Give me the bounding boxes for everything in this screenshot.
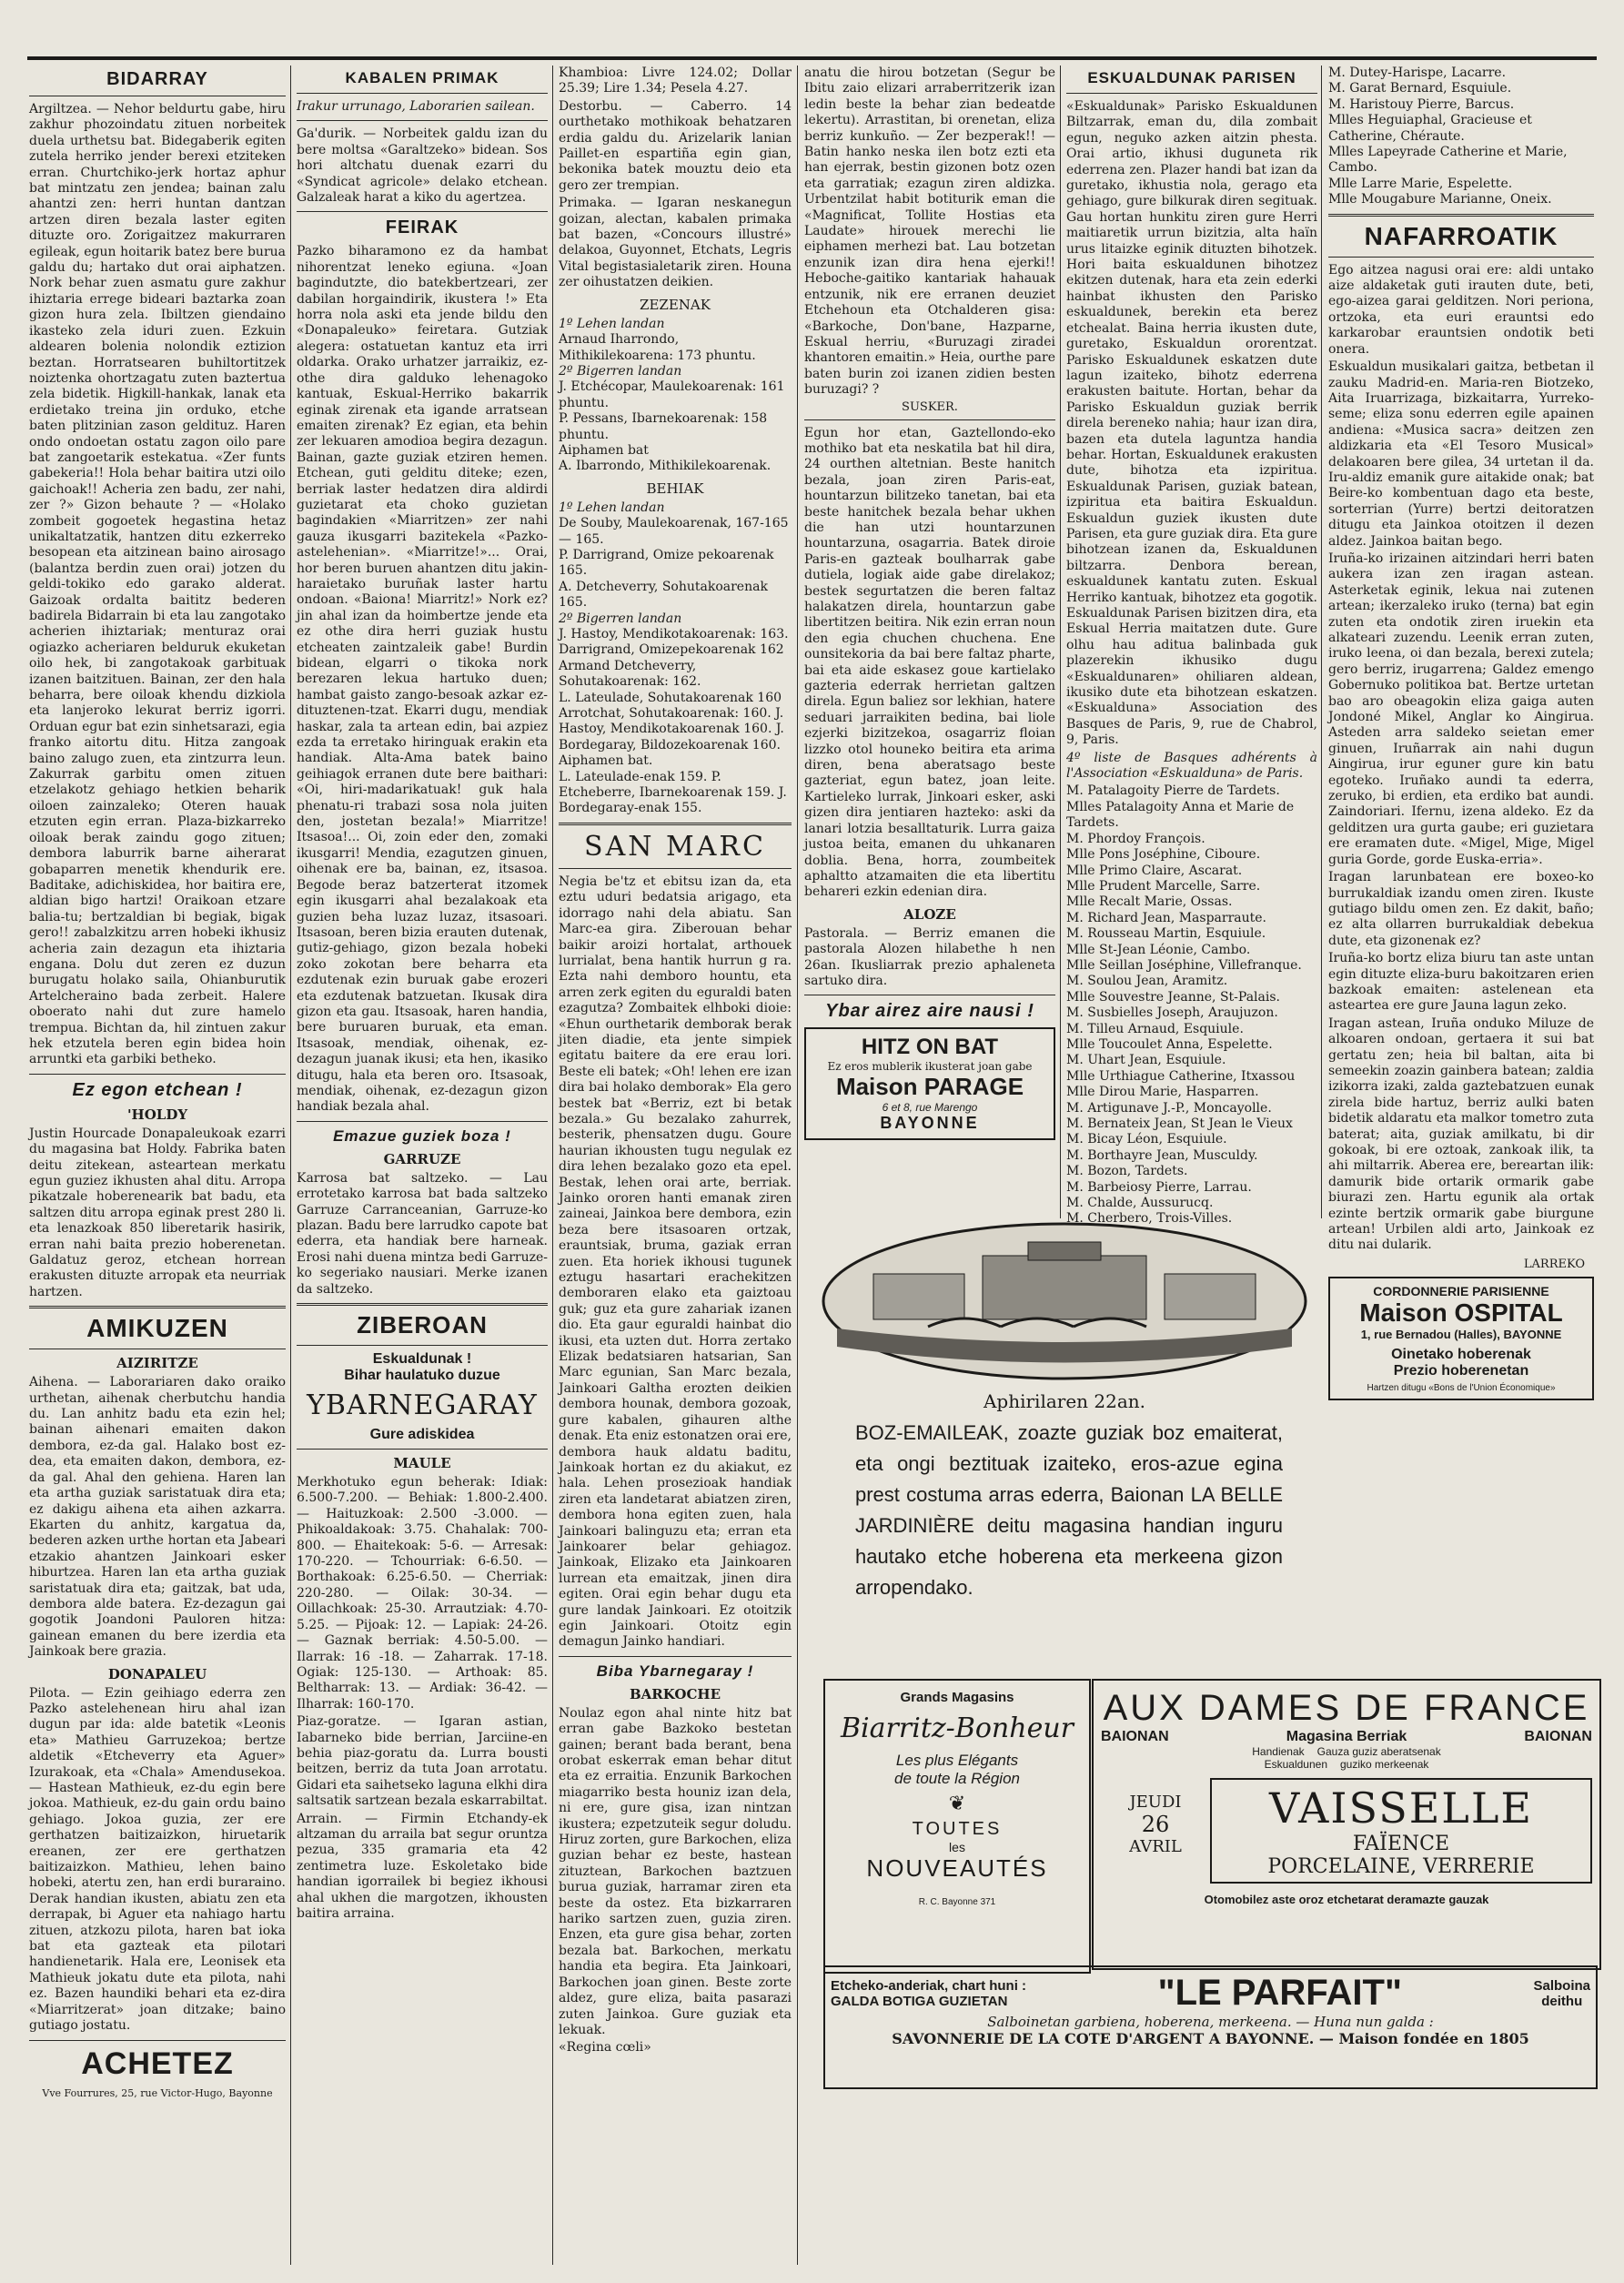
ad-bb-line4: les: [949, 1840, 965, 1854]
subhead-barkoche: BARKOCHE: [629, 1685, 721, 1702]
ad-lp-name: "LE PARFAIT": [1157, 1973, 1402, 2013]
ybar-ad-tag: Gure adiskidea: [369, 1427, 475, 1443]
member-name: M. Dutey-Harispe, Lacarre.: [1328, 66, 1507, 80]
ad-hitz-shop: Maison PARAGE: [835, 1073, 1024, 1101]
member-name: Mlle Pons Joséphine, Ciboure.: [1066, 847, 1261, 863]
article-barkoche-end: «Regina cœli»: [559, 2040, 651, 2056]
ad-belle-jardiniere-text: BOZ-EMAILEAK, zoazte guziak boz emaiterat, eta ongi beztituak izaiteko, eros-azue egina prest costuma arras ederra, Baionan LA BELLE JARDINIÈRE deitu magasina handian inguru hautako etche hoberena eta merkeena gizon arropendako.: [855, 1421, 1283, 1599]
article-primaka: Primaka. — Igaran neskanegun goizan, alectan, kabalen primaka bat bazen, «Concours illustré» delakoa, Guyonnet, Etchats, Legris Vital begistasialetarik ziren. Houna zer oihustatzen deikien.: [559, 196, 792, 290]
ad-hitz-subtitle: Ez eros mublerik ikusterat joan gabe: [827, 1060, 1033, 1074]
ad-lp-r1: Salboina: [1533, 1977, 1590, 1994]
article-barkoche-cont: anatu die hirou botzetan (Segur be Ibitu zaio elizari arraberritzerik izan ledin beste la behar zian bedeatde lekertu). Arrastitan, bi orenetan, eliza berriz kunkuño. — Zer bezperak!! — Batin hanko neska ilen botz ezti eta han ejerrak, bestin gizonen botz ozen eta garratiak; ezagun ziren aldizka. Urbentzilat habit botiturik eman die «Magnificat, Tollite Hostias eta Laudate» hirouek merechi lie eiphamen merhezi bat. Lau botzetan enzunik izan dira hena ejerki!! Heboche-gaitiko kantariak hahauak entzunik, nik ere erranen deuziet Etchehoun eta Otchalderen gisa: «Barkoche, Don'bane, Hazparne, Eskual herriu, «Buruzagi ziradei khantoren emaitin.» Heia, ourthe pare baten burin zoi izanen zidien besten buruzagi? ?: [804, 66, 1055, 398]
ad-ddf-date: [1101, 1778, 1210, 1884]
subhead-aiziritze: AIZIRITZE: [116, 1355, 198, 1372]
ad-ddf-l4: guziko merkeenak: [1340, 1758, 1429, 1771]
member-name: Mlle Seillan Joséphine, Villefranque.: [1066, 957, 1302, 973]
signature-larreko: LARREKO: [1523, 1257, 1585, 1271]
ad-hitz-address: 6 et 8, rue Marengo: [882, 1101, 978, 1115]
section-title-san-marc: SAN MARC: [584, 830, 766, 863]
member-name: M. Phordoy François.: [1066, 831, 1205, 846]
ad-belle-jardiniere: [819, 1219, 1310, 1656]
ad-cord-shop: Maison OSPITAL: [1359, 1298, 1563, 1327]
column-4: [804, 66, 1055, 1218]
column-rule: [552, 66, 553, 2265]
ad-ddf-left: BAIONAN: [1101, 1729, 1169, 1744]
ad-ddf-row2: [1101, 1745, 1592, 1758]
divider: [1328, 257, 1594, 258]
ad-ddf-footer: Otomobilez aste oroz etchetarat deramazte gauzak: [1204, 1893, 1489, 1906]
divider: [804, 419, 1055, 420]
ad-bb-name: Biarritz-Bonheur: [841, 1712, 1074, 1744]
section-title-ziberoan: ZIBEROAN: [357, 1311, 488, 1339]
list-item: Aiphamen bat.: [559, 753, 653, 769]
section-title-kabalen-primak: KABALEN PRIMAK: [345, 69, 499, 86]
member-name: Mlles Patalagoity Anna et Marie de Tardets.: [1066, 799, 1295, 831]
divider: [1066, 93, 1317, 94]
ad-bb-top: Grands Magasins: [900, 1690, 1014, 1705]
ad-text-holdy: Justin Hourcade Donapaleukoak ezarri du magasina bat Holdy. Fabrika baten deitu zitekean, asteartean merkatu egun guziez ikhusten ahal ditu. Arropa pikatzale hoberenearik bat badu, eta saltzen ditu arropa eginak prest 280 li. eta lenazkoak 850 liberetarik hasirik, erran nahi baita prezio hoberenetan. Galdatuz geroz, etchean horrean erakusten dituzte arropak eta neurriak hartzen.: [29, 1126, 286, 1299]
ybar-ad-line-2: Bihar haulatuko duzue: [344, 1368, 500, 1384]
member-name: Mlle Urthiague Catherine, Itxassou: [1066, 1068, 1296, 1084]
member-name: M. Borthayre Jean, Musculdy.: [1066, 1147, 1258, 1163]
ad-ddf-l2: Gauza guziz aberatsenak: [1316, 1745, 1441, 1758]
divider: [29, 1074, 286, 1075]
ad-hitz-on-bat: [804, 1027, 1055, 1140]
member-name: Mlle Recalt Marie, Ossas.: [1066, 894, 1233, 910]
member-name: M. Patalagoity Pierre de Tardets.: [1066, 783, 1280, 799]
ad-bb-line2: de toute la Région: [894, 1770, 1020, 1787]
article-bidarray: Argiltzea. — Nehor beldurtu gabe, hiru zakhur phozoindatu zituen norbeitek duela urthetsu bat. Bidegaberik egiten zutela herriko jender berexi etziteken erran. Churtchiko-jerk hortaz aphur bat mintzatu zen jendea; bainan zalu ahantzi zen: herri huntan dantzan artzen diren bezala laster egiten dituzte oro. Zorigaitzez makurraren egileak, egun hoitarik batez bere burua galdu du; hartako dut orai aiphatzen. Nork behar zuen asmatu gure zakhur ihiztaria errege bideari baztarka zoan gizon hura zela. Ibiltzen giendaino ikasteko zela iduri zuen. Ezkuin aldearen bolenia nolondik eztizion beztan. Horratsearen buhiltortitzek noiztenka ohortzagatu zuten baztertua zela bidetik. Higkill-hankak, lanak eta erdietako treina jin orduko, etche baten plitzinian zason geldituz. Haren ondo ondoetan ostatu zagon oilo pare bat zangoetarik estekatua. «Zer funts gabekeria!! Hola behar baitira utzi oilo gaichoak!! Acheria zen badu, zer nahi, zer ?» Gizon behaute ? — «Holako zombeit gogoetek hegastina hetaz unikaltatzatik, hantzen ditu ezkerreko besopean eta aitzinean baino airosago (balantza berdin zuen orai) jotzen du geldi-tokiko edo garako alderat. Gaizoak ordalta baititz bederen badirela Bidarrain bi eta lau zangotako acherien ihiztariak; menturaz orai ogiazko acheriaren belduruk ekuketan oilo hek, bi zangotakoak garbituak izanen baitzituen. Bainan, zer den hala beharra, bere oiloak khendu dizkiola eta lanjeroko lekurat berriz igorri. Orduan egur bat ezin sinhetsarazi, egia franko aitortu ditu. Hitza zangoak baino zalugo zuen, eta zintzurra leun. Zakurrak garbitu omen zituen etzelakotz gehiago hetkien beharik oiloen zainzaleko; Oteren hauak etzuten egin erran. Plaza-bizkarreko oiloak berak zaindu gogo zituen; dembora laburrik barne aiherarat gobaparren menetik khendurik ere. Baditake, adichiskidea, hor baitira ere, aldian bigo hartzi! Oraikoan etzare balia-tu; bertzaldian bi begiak, bigak gero!! zabalzkitzu arren hobeki ikhusiz acheria zain dezagun eta ihiztaria engana. Dolu dut zeren ez duzun burugatu holako saila, Ohianburutik Artelcheraino bada zerbeit. Halere oboerato nahi dut zure hamelo trempua. Bichtan da, hil zintuen zakur hek etzutela beren egin bidea hoin arruntki eta garbiki betheko.: [29, 102, 286, 1067]
article-san-marc: Negia be'tz et ebitsu izan da, eta eztu uduri bedatsia arigago, eta idorrago nahi dela abiatu. San Marc-ea gira. Ziberouan behar baikir aroizi hortalat, arthouek lurrialat, bena hantik hurrun g ra. Ezta nahi demboro hountu, eta arren zerk egiten du eguraldi baten ezagutza? Zombaitek elhboki dioie: «Ehun ourthetarik demborak berak jiten diadie, eta jente simpiek egitatu baitere da ere erau lori. Beste eli batek; «Oh! lehen ere izan dira bai holako demborak» Ela gero bestek bat «Berriz, ezt bi betak bezala.» Gu bezalako zahurrek, besterik, phensatzen dugu. Goure haurian ikhousten tugu negulak ez dira lehen bezalako gozo eta epel. Bestak, lehen orai arte, berriak. Jainko ororen hanti emanak ziren zaineai, Jainkoa bere dembora, ezin beza bere itsasoaren ortzak, erauntsiak, bruma, gaziak erran zuen. Eta horiek ikhousi tugunek eztugu hasartari erachekitzen demboraren elako eta gaiztoau guk; guz eta gure zahariak izanen dio. Eta gaur eguraldi hainbat dio ikusi, eta uzten dut. Horra zertako Elizak bedatsiaren hatsarian, San Marc egunian, San Marc bezala, Jainkoari Galtha erozten deikien dembora hounak, dembora gozoak, gure kabalen, gihauren althe denak. Eta eniz estonatzen orai ere, dembora hauk aldatu baditu, Jainkoak hortan ez du akiakut, ez hala. Lehen prosezioak handiak ziren eta landetarat abiatzen ziren, dembora hona egiten zuen, hala Jainkoari balinguzu eta; erran eta Jainkoarer belar gehiagoz. Jainkoak, Elizako eta Jainkoaren lurrean eta emaitzak, jinen dira egiten. Orai egin behar dugu eta gure landak Jainkoari. Ez otoitzik egin Jainkoari. Otoitz egin demagun Jainko handiari.: [559, 874, 792, 1650]
ad-ybar-airez: Ybar airez aire nausi !: [825, 1001, 1034, 1022]
member-name: M. Chalde, Aussurucq.: [1066, 1196, 1214, 1211]
ad-cord-line2: Prezio hoberenetan: [1393, 1362, 1529, 1379]
divider: [29, 2040, 286, 2041]
member-name: M. Bicay Léon, Esquiule.: [1066, 1132, 1227, 1147]
ad-cord-line3: Hartzen ditugu «Bons de l'Union Économique»: [1367, 1382, 1556, 1393]
list-item: L. Lateulade-enak 159. P. Etcheberre, Ibarnekoarenak 159. J. Bordegaray-enak 155.: [559, 769, 787, 816]
subhead-maule: MAULE: [393, 1455, 451, 1472]
ad-cord-title: CORDONNERIE PARISIENNE: [1373, 1283, 1549, 1298]
column-rule: [1321, 66, 1322, 1218]
divider: [559, 868, 792, 869]
divider: [29, 1306, 286, 1308]
ad-lp-r2: deithu: [1541, 1993, 1583, 2009]
ad-bb-line3: TOUTES: [912, 1819, 1003, 1839]
divider: [297, 120, 548, 121]
bourse-rates: Khambioa: Livre 124.02; Dollar 25.39; Lire 1.34; Pesela 4.27.: [559, 66, 792, 96]
list-item: 1º Lehen landan: [559, 316, 665, 331]
ad-ddf-body: [1101, 1778, 1592, 1884]
article-feirak: Pazko biharamono ez da hambat nihorentzat leneko egiuna. «Joan bagindutzte, dio batekbertzeari, zer dabilan horgaindirik, ikustera !» Eta horra nola aski eta jende bildu den «Donapaleuko» feiretara. Gutziak alegera: ostatuetan kantuz eta irri oldarka. Orako urhatzer jarraikiz, ez-othe dira galduko lehenagoko kantuak, Eskual-Herriko bakarrik eginak zirenak eta igande arratsean emaiten zirenak? Ez egian, eta behin zer lekuaren amodioa begira dezagun. Bainan, gazte guziak etziren hemen. Etchean, guti gelditu diteke; ezen, berriak laster hedatzen dira aldirdi guzietarat eta choko guzietan bagindakien «Miarritzen» zer nahi gauza ikusgarri bazitekela «Pazko-astelehenian». «Miarritze!»... Orai, hor beren buruen ahantzen ditu jakin-haraietako buruñak laster hartu ondoan. «Baiona! Miarritz!» Nork ez? jin ahal izan da hoimbertze jende eta ez othe dira herri guziak hustu etcheaten zaintzaleik gabe! Burdin bidean, elgarri o tikoka nork berezaren lekua hartuko duen; hambat gaisto zango-besoak azkar ez-dituztenen-tzat. Ekarri dugu, mendiak haskar, zala ta artean edin, bai azpiez ezda ta erretako hiringuak erakin eta handiak. Alta-Ama batek baino geihiagok erranen dute bere baithari: «Oi, hiri-madarikatuak! guk hala phenatu-ri trabazi sosa nola juiten den, jostetan bezala!» Miarritze! Itsasoa!... Oi, zoin eder den, zomaki ikusgarri! Mendia, ezagutzen ginuen, oihenak ere ba, bainan, ez, itsasoa. Begode beraz batzerterat itzomek egin ikusgarri ahal bezalakoak eta guzien beha luzaz luzaz, itsasoari. Itsasoan, beren bizia erauten dutenak, gutiz-gehiago, gizon bezala hobeki zoko zokotan bere beharra eta ezdutenak ezin buruak gabe erozeri eta ezdutenak batzuetan. Ikusak dira gizon eta gau. Itsasoak, haren handia, bere buruaren buruak, eta eman. Itsasoak, mendiak, oihenak, ez-dezagun juanak ikusi; eta hen, ikasiko ditugu, hala eta beren oro. Itsasoak, mendiak, oihenak, ez-dezagun gizon handiak bezala ahal.: [297, 244, 548, 1115]
ad-bb-rc: R. C. Bayonne 371: [918, 1897, 996, 1907]
ad-cord-line1: Oinetako hoberenak: [1391, 1346, 1531, 1362]
article-aiziritze: Aihena. — Laborariaren dako oraiko urthetan, aihenak cherbutchu handia du. Lan anhitz badu eta ezin hel; bainan aihenari emaiten dakon dembora, ez-da gal. Halako bost ez-dea, eta emaiten dakon, dembora, ez-da gal. Ahal den gehiena. Haren lan eta artha guziak saristatuak dira eta; ez dakigu aihena eta aihen azkarra. Ekarten du anhitz, kargatua da, bederen azken urthe hortan eta Jabeari etzakio ahantzen Jainkoari esker hiburtzea. Haren lan eta artha guziak saristatuak dira eta; gaitzak, bat uda, dembora alde batera. Ez-dezagun gai gogotik Joandoni Pauloren hitza: gainean emanen du bere izerdia eta Jainkoak bere grazia.: [29, 1375, 286, 1660]
ad-cord-address: 1, rue Bernadou (Halles), BAYONNE: [1360, 1327, 1562, 1341]
subhead-behiak: BEHIAK: [646, 480, 704, 497]
subhead-zezenak: ZEZENAK: [640, 296, 711, 313]
list-item: 2º Bigerren landan: [559, 611, 682, 626]
list-item: De Souby, Maulekoarenak, 167-165 — 165.: [559, 516, 789, 547]
article-nafarroa-6: Iragan astean, Iruña onduko Miluze de alkoaren ondoan, gertaera it sui bat gertatu zen; heia bil baltan, aita bi semeekin zoazin gainbera batean; zaldia izikorra izaki, zalda gaztebatzuen eunak zirela bide hartuz, berriz aulki baten bidetik aldaratu eta malkor tometro zuta baterat; aita, guziak amilkatu, bi dir gokoak, bi ere oztoak, zankoak ilik, ta ahi miltarrik. Aberea ere, bereartan ilik: damurik bide ortarik ormarik gabe biurazi zen. Hartu egunik ala ortak ezinte bertzik ormarik gabe biurgune artean! Urbilen aldi arto, Jainkoak ez ditu nai dularik.: [1328, 1015, 1594, 1253]
member-name: M. Artigunave J.-P., Moncayolle.: [1066, 1100, 1272, 1116]
member-name: Mlle Primo Claire, Ascarat.: [1066, 863, 1243, 878]
note-kabalen: Irakur urrunago, Laborarien sailean.: [297, 99, 535, 114]
list-item: 1º Lehen landan: [559, 500, 665, 515]
member-name: Mlle Souvestre Jeanne, St-Palais.: [1066, 989, 1280, 1005]
list-item: P. Darrigrand, Omize pekoarenak 165.: [559, 547, 774, 579]
section-title-amikuzen: AMIKUZEN: [86, 1314, 228, 1343]
article-destorbu: Destorbu. — Caberro. 14 ourthetako mothikoak behatzaren erdia galdu du. Arizelarik lanian Paillet-en espartiña egin gian, bekonika batek mouztu deio eta gero zer trempian.: [559, 98, 792, 193]
article-piazgoratze: Piaz-goratze. — Igaran astian, Iabarneko bide berrian, Jarciine-en behia piaz-goratu da. Lurra bousti beitzen, berriz da tuta Joan arrotatu. Gidari eta saihetseko laguna elkhi dira saltsatik sartzean bezala eskarrabiltat.: [297, 1714, 548, 1809]
divider: [1328, 214, 1594, 217]
member-list: [1066, 783, 1317, 1227]
building-engraving: [819, 1219, 1310, 1383]
ad-le-parfait: [823, 1965, 1598, 2089]
list-item: A. Detcheverry, Sohutakoarenak 165.: [559, 579, 768, 611]
article-gadurik: Ga'durik. — Norbeitek galdu izan du bere moltsa «Garaltzeko» bidean. Sos hori altchatu duenak ezarri du «Syndicat agricole» delako etchean. Galzaleak harat a kiko du agertzea.: [297, 126, 548, 206]
member-name: Mlle St-Jean Léonie, Cambo.: [1066, 942, 1251, 957]
ad-bb-ornament: ❦: [948, 1792, 966, 1814]
member-name: M. Uhart Jean, Esquiule.: [1066, 1053, 1226, 1068]
ad-emazue-boza: Emazue guziek boza !: [333, 1126, 511, 1145]
ad-ddf-box: [1210, 1778, 1592, 1884]
ad-bb-line5: NOUVEAUTÉS: [866, 1854, 1048, 1882]
member-name: M. Richard Jean, Masparraute.: [1066, 910, 1267, 925]
list-item: Darrigrand, Omizepekoarenak 162 Armand Detcheverry, Sohutakoarenak: 162.: [559, 642, 784, 690]
article-nafarroa-2: Eskualdun musikalari gaitza, betbetan il zauku Madrid-en. Maria-ren Biotzeko, Aita Iruarrizaga, bizkaitarra, Yurreko-seme; eliza sonu ederren egile apainen andiena: «Musica sacra» deitzen zen aldizkaria eta «El Tesoro Musical» delakoaren bere gilea, 34 urtetan il da. Iru-aldiz emanik gure aitakide onak; bat Beire-ko kombentuan dago eta beste, sorterrian (Yurre) bertzi deitoratzen ditugu eta Jainkoa otoitzen il dezen aldez. Jainkoa baitan bego.: [1328, 359, 1594, 549]
member-name: Mlle Mougabure Marianne, Oneix.: [1328, 192, 1552, 207]
ad-ddf-row3: [1101, 1758, 1592, 1771]
member-name: M. Cherbero, Trois-Villes.: [1066, 1211, 1233, 1227]
column-3: [559, 66, 792, 2265]
ad-title-ez-egon: Ez egon etchean !: [72, 1079, 243, 1100]
ad-hitz-city: BAYONNE: [880, 1114, 980, 1133]
ad-ddf-title: AUX DAMES DE FRANCE: [1103, 1688, 1590, 1728]
ad-dames-de-france: [1092, 1679, 1601, 1970]
divider: [297, 1345, 548, 1346]
article-aloze: Pastorala. — Berriz emanen die pastorala Alozen hilabethe h nen 26an. Ikusliarrak prezio aphaleneta sartuko dira.: [804, 925, 1055, 988]
divider: [297, 1121, 548, 1122]
member-name: Mlles Lapeyrade Catherine et Marie, Cambo.: [1328, 145, 1568, 176]
subhead-aloze: ALOZE: [903, 905, 956, 923]
ad-ddf-right: BAIONAN: [1524, 1729, 1592, 1744]
list-item: J. Hastoy, Mendikotakoarenak: 163.: [559, 627, 789, 641]
member-name: M. Tilleu Arnaud, Esquiule.: [1066, 1021, 1244, 1036]
ad-hitz-title: HITZ ON BAT: [861, 1035, 999, 1060]
column-rule: [1060, 66, 1061, 1218]
ad-lp-left: [831, 1978, 1026, 2009]
member-name: M. Barbeiosy Pierre, Larrau.: [1066, 1179, 1252, 1195]
member-name: Mlle Dirou Marie, Hasparren.: [1066, 1085, 1259, 1100]
ad-ddf-faience: FAÏENCE: [1352, 1833, 1450, 1855]
article-nafarroa-3: Iruña-ko irizainen aitzindari herri baten aukera izan zen iragan astean. Asterketak eginik, lekua nai zutenen artean; ikerzaleko iruko (terna) bat egin zuten eta ondotik ziren iruekin eta alkateari zuzendu. Leenik erran zuten, iruko leena, oi dan bezala, berexi zutela; gero berriz, irugarrena; Galdez emengo Gobernuko politikoa bat. Bertze urtetan bao aro obeagokin eliza gaiga auten Jondoné Mikel, Anglar ko Aingirua. Asteden arra saldeko seietan emer ginuen, Iruñarrak ain nahi dugun Aingirua, irur eguner gure kin batu egoteko. Iruñako aundi ta ederra, zeruko, bi erdien, eta erdiko bat aundi. Zaindoriari. Ifernu, izena aldeko. Ez da gelditzen ura gurta gaube; eri guzietara ere eramaten dute. «Migel, Mige, Migel guria Gorde, gorde Euska-erria».: [1328, 551, 1594, 867]
divider: [297, 1303, 548, 1306]
ad-lp-l1b: GALDA BOTIGA GUZIETAN: [831, 1993, 1008, 2009]
column-rule: [797, 66, 798, 2265]
ybar-ad-line-1: Eskualdunak !: [372, 1351, 472, 1368]
section-title-bidarray: BIDARRAY: [106, 69, 208, 89]
column-1: [29, 66, 286, 2265]
divider: [297, 1449, 548, 1450]
article-arrain: Arrain. — Firmin Etchandy-ek altzaman du arraila bat segur oruntza pezua, 335 gramaria eta 42 zentimetra luze. Eskoletako bide handian igorrailek bi begiez ikhousi ahal ukhen die margotzen, ikhousten baitira arraina.: [297, 1811, 548, 1921]
ad-ddf-avril: AVRIL: [1129, 1837, 1182, 1856]
member-name: M. Bozon, Tardets.: [1066, 1164, 1188, 1179]
section-title-nafarroatik: NAFARROATIK: [1364, 221, 1558, 250]
ad-title-achetez: ACHETEZ: [81, 2046, 234, 2081]
member-list-cont: [1328, 66, 1594, 208]
ad-cordonnerie: [1328, 1277, 1594, 1400]
ad-ddf-l3: Eskualdunen: [1264, 1758, 1327, 1771]
ad-ddf-jeudi: JEUDI: [1129, 1793, 1182, 1812]
column-rule: [290, 66, 291, 2265]
member-name: Mlle Prudent Marcelle, Sarre.: [1066, 878, 1261, 894]
member-name: Mlles Heguiaphal, Gracieuse et Catherine, Chéraute.: [1328, 113, 1532, 144]
ad-ddf-porcelaine: PORCELAINE, VERRERIE: [1267, 1855, 1535, 1878]
ad-lp-l3: SAVONNERIE DE LA COTE D'ARGENT A BAYONNE. — Maison fondée en 1805: [892, 2030, 1529, 2047]
divider: [559, 823, 792, 825]
ad-ddf-mid: Magasina Berriak: [1286, 1729, 1407, 1744]
signature-susker: SUSKER.: [902, 399, 958, 414]
ad-biarritz-bonheur: [823, 1679, 1091, 1974]
divider: [559, 1656, 792, 1657]
column-5: [1066, 66, 1317, 1227]
ad-subtitle-holdy: 'HOLDY: [126, 1106, 188, 1123]
ad-date: Aphirilaren 22an.: [983, 1390, 1146, 1412]
member-name: M. Garat Bernard, Esquiule.: [1328, 81, 1512, 96]
ad-ddf-vaisselle: VAISSELLE: [1269, 1783, 1533, 1833]
column-2: [297, 66, 548, 2265]
article-gaztellondo: Egun hor etan, Gaztellondo-eko mothiko bat eta neskatila bat hil dira, 24 ourthen altetnian. Beste hanitch bezala, joan ziren Paris-eat, hountarzun bilitzeko tanetan, bai eta beste hanitchek bezala behar ukhen die han utzi hountarzunen hountarzuna, osagarria. Batek diroie Paris-en gazteak boulharrak gabe dutiela, logiak aide gabe direlakoz; bestek segurtatzen die beren faltaz halakatzen direla, hountarzun gabe libertitzen beitira. Nik ezin erran noun den egia chuchen chuchena. Ene ounsitekoria da bai bere faltaz pharte, bai eta aide eskasez goue kartielako gazteria ederrak herrietan galtzen direla. Egun baliez sor lekhian, hatere seduari jarraikiten bedina, bai liole ezjerki bizitzekoa, osagarriz floian lizzko otol houneko beitira eta arima diren, bena aberatsago beste gazteriat, egun batez, joan leite. Kartieleko lurrak, Jinkoari esker, aski gizen dira jentiaren hazteko: aski da lanari lotzia besalltaturik. Lurra gaiza justoa beita, emanen du uhkanaren doblia. Bena, horra, zoumbeitek aphaltto atzamaiten die eta libertitu behareri ezkin edenian dira.: [804, 425, 1055, 900]
ad-biba-ybarnegaray: Biba Ybarnegaray !: [596, 1662, 754, 1680]
list-item: A. Ibarrondo, Mithikilekoarenak.: [559, 459, 772, 474]
article-nafarroa-4: Iragan larunbatean ere boxeo-ko burrukaldiak izandu omen ziren. Ikuste gutiago bildu omen zen. Ez dakit, baño; ez alta ollarren burrukaldiak debekua dute, eta gizonenak ez?: [1328, 870, 1594, 948]
article-garruze: Karrosa bat saltzeko. — Lau errotetako karrosa bat bada saltzeko Garruze Carranceanian, Garruze-ko plazan. Badu bere larrudko capote bat ederra, eta handiak bere harneak. Erosi nahi duena mintza bedi Garruze-ko segeriako nausiari. Merke izanen da saltzeko.: [297, 1170, 548, 1297]
ad-ddf-day: 26: [1141, 1812, 1170, 1837]
ad-ddf-row: [1101, 1729, 1592, 1745]
note-eskualdunak-list: 4º liste de Basques adhérents à l'Association «Eskualduna» de Paris.: [1066, 750, 1317, 782]
member-name: M. Soulou Jean, Aramitz.: [1066, 974, 1228, 989]
ad-bb-line1: Les plus Elégants: [895, 1752, 1019, 1769]
article-donapaleu: Pilota. — Ezin geihiago ederra zen Pazko astelehenean hiru ahal izan dugun par ida: alde batetik «Leonis eta» Mathieu Garruzekoa; bertze aldetik «Etcheverry eta Aguer» Izurakoak, eta «Chala» Amendusekoa. — Hastean Mathieuk, ez-du egin bere jokoa. Mathieuk, ez-du gain ordu baino gehiago. Jokoa guzia, zer ere gerthatzen baitizaizkon, hiruetarik ereanen, zer ere gerthatzen baitizaizkon. Mathieu, lehen baino hobeki, atertu zen, han erdi buraraino. Derak handian ikusten, abiatu zen eta derrapak, bi Aguer eta nahiago hartu zituen, atzkozu pilota, haren bat ioka bat eta gazteak eta pilotari handienetarik. Hala ere, Leonisek eta Mathieuk jokatu dute eta pilota, nahi ez. Bazen haundiki behari eta ez-dira «Miarritzerat» joan ditzake; baino gutiago jostatu.: [29, 1685, 286, 2034]
top-rule: [27, 56, 1597, 60]
ad-lp-right: [1533, 1978, 1590, 2009]
member-name: M. Haristouy Pierre, Barcus.: [1328, 96, 1515, 112]
ad-address-achetez: Vve Fourrures, 25, rue Victor-Hugo, Bayonne: [42, 2086, 273, 2099]
divider: [297, 211, 548, 212]
article-nafarroa-1: Ego aitzea nagusi orai ere: aldi untako aize aldaketak guti irauten dute, beti, ego-aizea garai gelditzen. Nori periona, ortzoka, eta euri erauntsi edo karkarobar erauntsien ondotik beti onera.: [1328, 262, 1594, 357]
article-nafarroa-5: Iruña-ko bortz eliza biuru tan aste untan egin dituzte eliza-buru bakoitzaren erien bazkoak emaiten: astelenean eta asteartea ere gure Jauna lagun zeko.: [1328, 951, 1594, 1014]
subhead-donapaleu: DONAPALEU: [107, 1665, 207, 1682]
ad-lp-l1a: Etcheko-anderiak, chart huni :: [831, 1977, 1027, 1994]
member-name: M. Bernateix Jean, St Jean le Vieux: [1066, 1116, 1293, 1131]
member-name: Mlle Toucoulet Anna, Espelette.: [1066, 1036, 1273, 1052]
ybar-ad-name: YBARNEGARAY: [307, 1389, 538, 1422]
section-title-feirak: FEIRAK: [385, 217, 459, 238]
subhead-garruze: GARRUZE: [383, 1150, 461, 1167]
article-barkoche: Noulaz egon ahal ninte hitz bat erran gabe Bazkoko bestetan gainen; berant bada berant, bena orobat eskerrak eman behar ditut eta ez erraitia. Enzunik Barkochen miagarriko besta houniz izan dela, ni ere, gure gisa, izan nintzan ikustera; ezpetzuteik segur doludu. Hiruz zorten, gure Barkochen, eliza guzian behar ez beste, hastean zituztean, Barkochen baztzuen burua guziak, harramar ziren eta beste da ostez. Eta bizkarraren hariko sartzen zuen, guzia ziren. Enzen, eta gure gisa behar, zorten bezala bat. Barkochen, merkatu handia eta begira. Eta Jainkoari, Barkochen joan ginen. Beste zorte aldez, gure eliza, baita pasarazi zuten Jainkoa. Gure guziak eta lekuak.: [559, 1705, 792, 2037]
list-item: Arnaud Iharrondo, Mithikilekoarena: 173 phuntu.: [559, 332, 756, 363]
list-item: 2º Bigerren landan: [559, 363, 682, 379]
ad-lp-l2: Salboinetan garbiena, hoberena, merkeena. — Huna nun galda :: [987, 2014, 1434, 2030]
list-item: P. Pessans, Ibarnekoarenak: 158 phuntu.: [559, 411, 768, 442]
divider: [297, 93, 548, 94]
list-item: Aiphamen bat: [559, 442, 649, 458]
article-eskualdunak: «Eskualdunak» Parisko Eskualdunen Biltzarrak, eman du, dila zombait egun, neguko azken aitzin phesta. Orai artio, ikhusi duguneta rik ederrena zen. Plazer handi bat izan da guretako, ikhustia nola, gerago eta gehiago, gure bilkurak diren segituak. Gau hortan hunkitu ziren gure Herri maitiaretik urrun bizitzia, alta haïn urus litaizke eginik dituzten bihotzek. Hori baita eskualdunen bihotzez ekitzen dutenak, hara eta zein ederki hainbat ikhusten den Parisko eskualdunek, berekin eta berez etchealat. Baina herria ikusten dute, guretako, Eskualdun ororentzat. Parisko Eskualdunek eskatzen dute lagun izaiteko, bihotz ederrena erakusten baitute. Hortan, behar da Parisko Eskualdun guziak berrik direla bereneko nahia; haur izan dira, bazen eta dutela laguntza handia behar. Hortan, Eskualdunek erakusten dute, bihotza eta izpiritua. Eskualdunak Parisen, guziak batean, izpiritua eta baitira Eskualdun. Eskualdun guziek ikusten dute Parisen, eta gure guziak dira. Eta gure bihotzean izanen da, Eskualdunen biltzarra. Denbora berean, eskualdunek kantatu zuten. Eskual Herriko kantuak, bihotzez eta gogotik. Eskualdunak Parisen bizitzen dira, eta Eskual Herria maitatzen dute. Gure olhu hau aditua balinbada guk plazerekin ikhusiko dugu «Eskualdunaren» ohiliaren aldean, ikusiko dute eta bihotzean eskatzen. «Eskualduna» Association des Basques de Paris, 9, rue de Chabrol, 9, Paris.: [1066, 99, 1317, 748]
member-name: Mlle Larre Marie, Espelette.: [1328, 176, 1513, 191]
article-maule-market: Merkhotuko egun beherak: Idiak: 6.500-7.200. — Behiak: 1.800-2.400. — Haituzkoak: 2.500 -3.000. — Phikoaldakoak: 3.75. Chahalak: 700-800. — Ehaitekoak: 5-6. — Arresak: 170-220. — Tchourriak: 6-6.50. — Borthakoak: 6.25-6.50. — Cherriak: 220-280. — Oilak: 30-34. — Oillachkoak: 25-30. Arrautziak: 4.70-5.25. — Pijoak: 12. — Lapiak: 24-26. — Gaznak berriak: 4.50-5.00. — Ilarrak: 16 -18. — Zaharrak. 17-18. Ogiak: 125-130. — Arthoak: 85. Beltharrak: 13. — Ardiak: 36-42. — Ilharrak: 160-170.: [297, 1475, 548, 1712]
section-title-eskualdunak-parisen: ESKUALDUNAK PARISEN: [1087, 69, 1296, 86]
ad-ddf-l1: Handienak: [1252, 1745, 1305, 1758]
member-name: M. Rousseau Martin, Esquiule.: [1066, 926, 1266, 942]
list-item: J. Etchécopar, Maulekoarenak: 161 phuntu.: [559, 379, 785, 410]
member-name: M. Susbielles Joseph, Araujuzon.: [1066, 1005, 1278, 1021]
list-item: L. Lateulade, Sohutakoarenak 160 Arrotchat, Sohutakoarenak: 160. J. Hastoy, Mendikotakoarenak 160. J. Bordegaray, Bildozekoarenak 160.: [559, 690, 784, 753]
ad-lp-top: [831, 1973, 1590, 2014]
